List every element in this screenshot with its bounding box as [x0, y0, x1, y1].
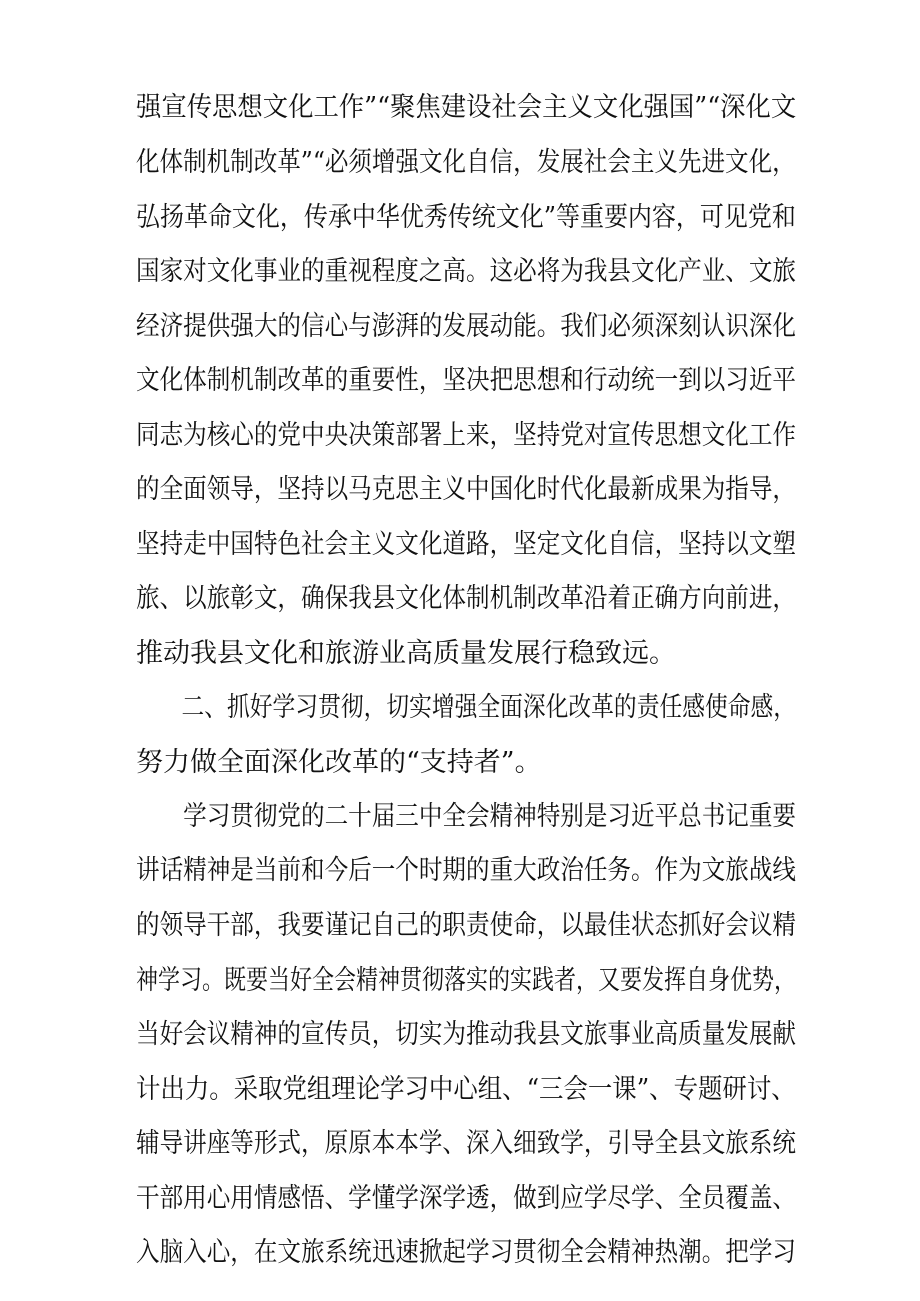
text-line: 的全面领导，坚持以马克思主义中国化时代化最新成果为指导，	[136, 474, 796, 505]
text-line: 弘扬革命文化，传承中华优秀传统文化”等重要内容，可见党和	[136, 202, 796, 233]
text-line: 入脑入心，在文旅系统迅速掀起学习贯彻全会精神热潮。把学习	[136, 1237, 796, 1268]
text-line: 文化体制机制改革的重要性，坚决把思想和行动统一到以习近平	[136, 365, 796, 396]
text-line: 坚持走中国特色社会主义文化道路，坚定文化自信，坚持以文塑	[136, 529, 796, 560]
text-line: 神学习。既要当好全会精神贯彻落实的实践者，又要发挥自身优势，	[136, 965, 796, 996]
text-line: 努力做全面深化改革的“支持者”。	[136, 747, 542, 778]
text-line: 经济提供强大的信心与澎湃的发展动能。我们必须深刻认识深化	[136, 311, 796, 342]
text-line: 强宣传思想文化工作”“聚焦建设社会主义文化强国”“深化文	[136, 92, 797, 123]
text-line: 讲话精神是当前和今后一个时期的重大政治任务。作为文旅战线	[136, 855, 796, 886]
text-line: 旅、以旅彰文，确保我县文化体制机制改革沿着正确方向前进，	[136, 583, 796, 614]
text-line: 国家对文化事业的重视程度之高。这必将为我县文化产业、文旅	[136, 256, 796, 287]
text-line: 辅导讲座等形式，原原本本学、深入细致学，引导全县文旅系统	[136, 1128, 796, 1159]
text-line: 推动我县文化和旅游业高质量发展行稳致远。	[136, 638, 676, 669]
text-line: 同志为核心的党中央决策部署上来，坚持党对宣传思想文化工作	[136, 420, 796, 451]
text-line: 当好会议精神的宣传员，切实为推动我县文旅事业高质量发展献	[136, 1019, 796, 1050]
text-line: 二、抓好学习贯彻，切实增强全面深化改革的责任感使命感，	[136, 692, 796, 723]
text-line: 干部用心用情感悟、学懂学深学透，做到应学尽学、全员覆盖、	[136, 1183, 796, 1214]
text-line: 的领导干部，我要谨记自己的职责使命，以最佳状态抓好会议精	[136, 910, 796, 941]
text-line: 计出力。采取党组理论学习中心组、“三会一课”、专题研讨、	[136, 1074, 796, 1105]
text-line: 学习贯彻党的二十届三中全会精神特别是习近平总书记重要	[136, 801, 796, 832]
text-line: 化体制机制改革”“必须增强文化自信，发展社会主义先进文化，	[136, 147, 796, 178]
